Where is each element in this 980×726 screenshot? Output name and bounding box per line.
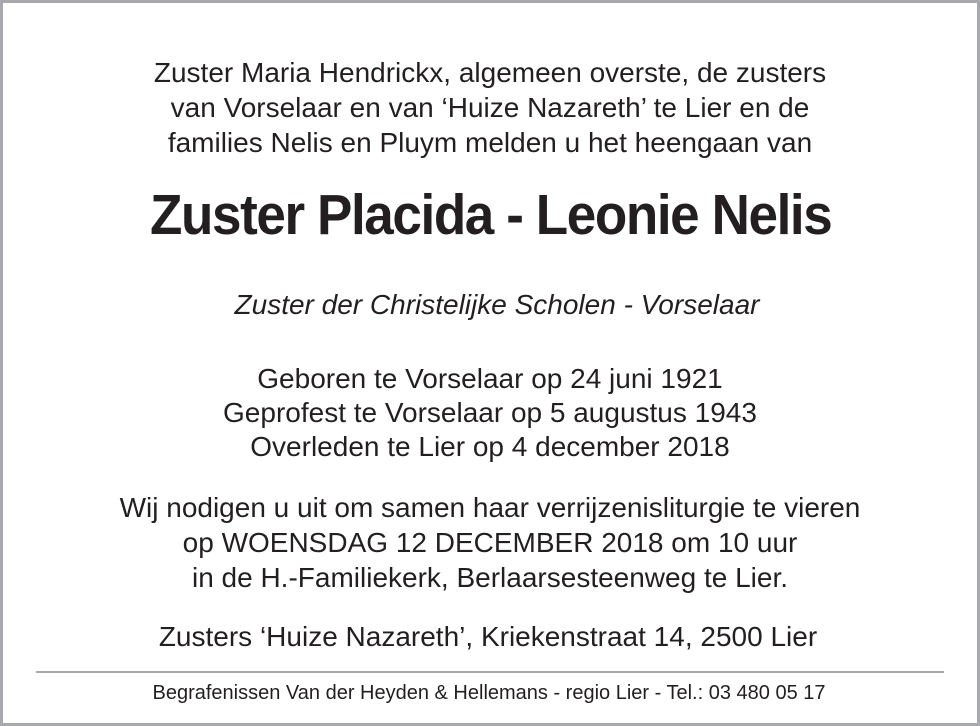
condolence-address: Zusters ‘Huize Nazareth’, Kriekenstraat 14, 2500 Lier: [158, 621, 818, 652]
liturgy-invitation: [0, 490, 980, 595]
footer-divider: [36, 671, 944, 673]
funeral-director-footer: Begrafenissen Van der Heyden & Hellemans - regio Lier - Tel.: 03 480 05 17: [152, 682, 826, 704]
intro-paragraph: [0, 55, 980, 160]
intro-line: van Vorselaar en van ‘Huize Nazareth’ te Lier en de: [170, 92, 810, 123]
birth-date-line: Geboren te Vorselaar op 24 juni 1921: [257, 363, 723, 394]
profession-date-line: Geprofest te Vorselaar op 5 augustus 1943: [223, 397, 757, 428]
deceased-name-heading: Zuster Placida - Leonie Nelis: [150, 183, 832, 247]
invitation-line: Wij nodigen u uit om samen haar verrijzenisliturgie te vieren: [119, 492, 861, 523]
invitation-line: op WOENSDAG 12 DECEMBER 2018 om 10 uur: [182, 527, 798, 558]
death-date-line: Overleden te Lier op 4 december 2018: [250, 431, 730, 462]
intro-line: families Nelis en Pluym melden u het heengaan van: [167, 127, 813, 158]
invitation-line: in de H.-Familiekerk, Berlaarsesteenweg te Lier.: [191, 562, 789, 593]
congregation-subtitle: Zuster der Christelijke Scholen - Vorselaar: [234, 289, 760, 320]
life-dates: [0, 362, 980, 464]
intro-line: Zuster Maria Hendrickx, algemeen overste, de zusters: [153, 57, 827, 88]
